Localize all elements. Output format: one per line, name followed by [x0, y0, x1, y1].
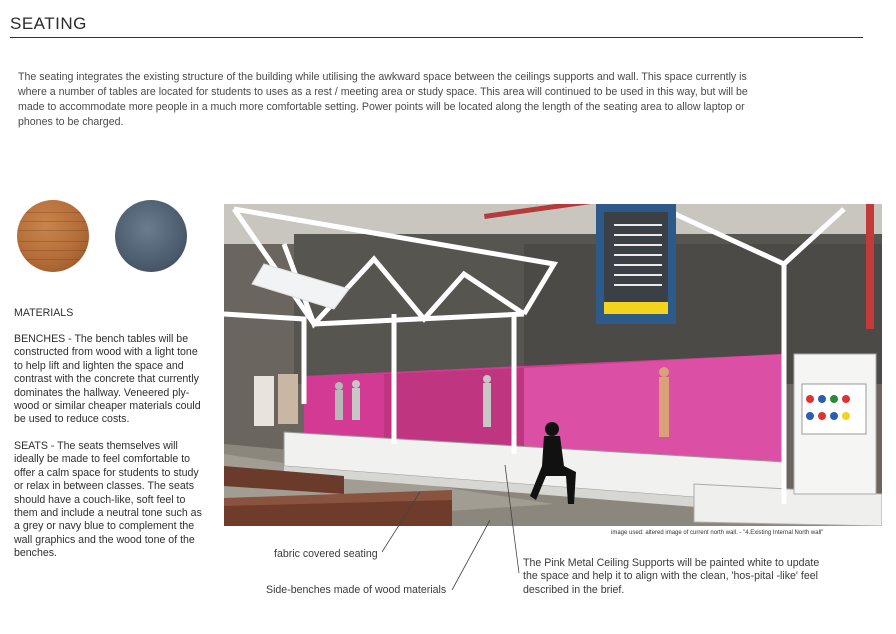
seats-description: SEATS - The seats themselves will ideally be made to feel comfortable to offer a calm space for students to study or relax in between classes. The seats should have a couch-like, soft feel to them and include a neutral tone such as a grey or navy blue to complement the wall graphics and the wood tone of the benches.: [14, 440, 202, 560]
callout-side-benches: Side-benches made of wood materials: [266, 584, 447, 596]
wood-swatch: [17, 200, 89, 272]
benches-description: BENCHES - The bench tables will be constructed from wood with a light tone to help lift and lighten the space and contrast with the concrete that currently dominates the hallway. Veneered ply-wood or similar cheaper materials could be used to reduce costs.: [14, 333, 201, 426]
seating-render: [224, 204, 882, 526]
seating-render-image: [224, 204, 882, 526]
title-divider: [10, 37, 863, 38]
intro-paragraph: The seating integrates the existing structure of the building while utilising the awkward space between the ceilings supports and wall. This space currently is where a number of tables are located for students to uses as a rest / meeting area or study space. This area will continued to be used in this way, but will be made to accommodate more people in a much more comfortable setting. Power points will be located along the length of the seating area to allow laptop or phones to be charged.: [18, 71, 748, 128]
callout-fabric-seating: fabric covered seating: [274, 548, 378, 560]
callout-pink-supports: The Pink Metal Ceiling Supports will be painted white to update the space and help it to align with the clean, 'hos-pital -like' feel described in the brief.: [523, 557, 820, 596]
materials-heading: MATERIALS: [14, 307, 74, 319]
page-title: SEATING: [10, 14, 87, 33]
fabric-swatch: [115, 200, 187, 272]
wood-grain: [17, 200, 89, 272]
image-caption: image used: altered image of current north wall. - "4.Existing Internal North wall": [611, 530, 824, 536]
